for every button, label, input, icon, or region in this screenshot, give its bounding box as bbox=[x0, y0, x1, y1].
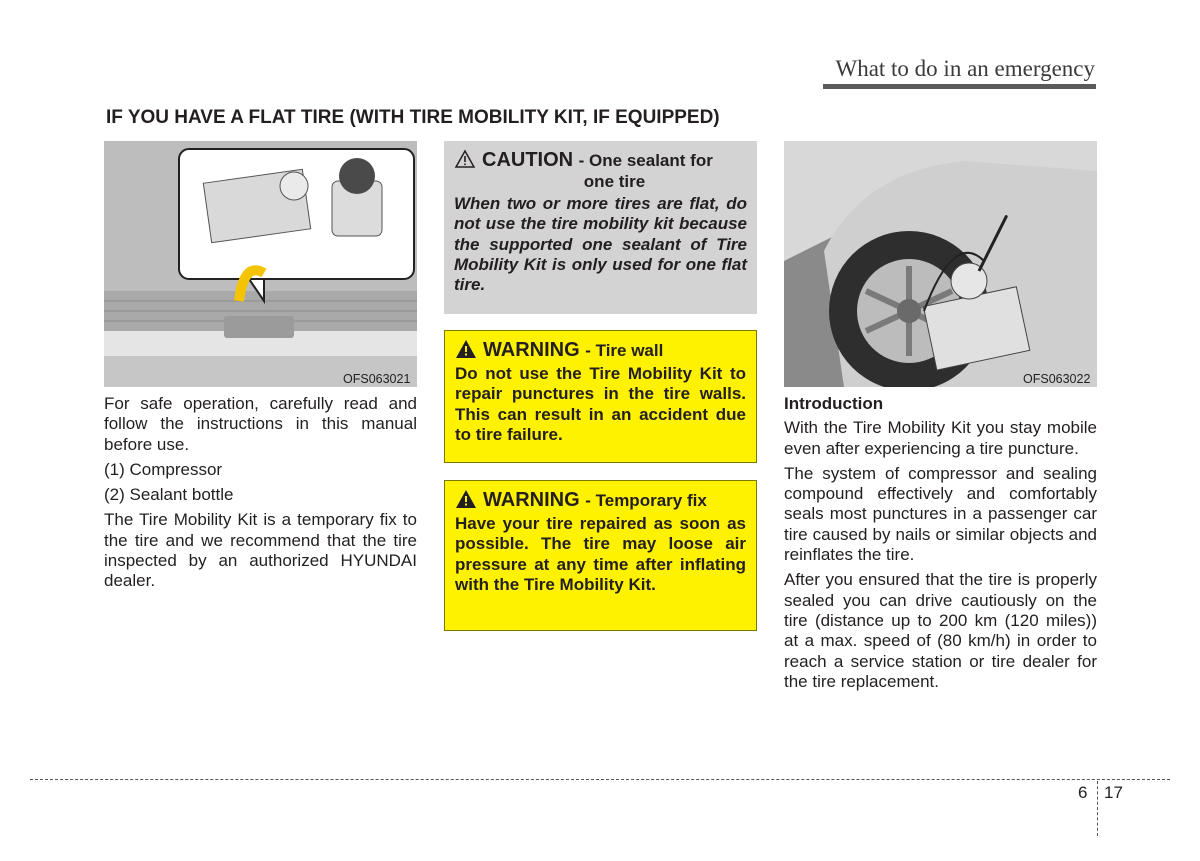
warning-title: - Tire wall bbox=[585, 341, 664, 360]
warning-box-tire-wall bbox=[444, 330, 757, 463]
driving-paragraph: After you ensured that the tire is properly sealed you can drive cautiously on the tire (distance up to 200 km (120 miles)) at a max. speed of (80 km/h) in order to reach a service station or tire dealer for the tire replacement. bbox=[784, 570, 1097, 691]
intro-paragraph: For safe operation, carefully read and follow the instructions in this manual before use. bbox=[104, 394, 417, 454]
right-text bbox=[784, 394, 1097, 697]
caution-box bbox=[444, 141, 757, 314]
item-compressor: (1) Compressor bbox=[104, 459, 223, 479]
caution-triangle-icon bbox=[454, 149, 476, 169]
warning-box-temporary-fix bbox=[444, 480, 757, 631]
footer-divider bbox=[30, 779, 1170, 780]
temporary-fix-paragraph: The Tire Mobility Kit is a temporary fix to the tire and we recommend that the tire inspected by an authorized HYUNDAI dealer. bbox=[104, 510, 417, 591]
introduction-heading: Introduction bbox=[784, 394, 884, 413]
page-number-divider bbox=[1097, 781, 1098, 836]
warning-label: WARNING bbox=[483, 489, 580, 511]
figure-code-left: OFS063021 bbox=[343, 372, 411, 386]
left-text bbox=[104, 394, 417, 597]
warning-triangle-icon bbox=[455, 489, 477, 509]
page-heading: IF YOU HAVE A FLAT TIRE (WITH TIRE MOBILITY KIT, IF EQUIPPED) bbox=[106, 107, 720, 128]
warning-text: Do not use the Tire Mobility Kit to repair punctures in the tire walls. This can result in an accident due to tire failure. bbox=[455, 364, 746, 444]
caution-label: CAUTION bbox=[482, 149, 574, 171]
caution-title-2: one tire bbox=[583, 172, 646, 191]
warning-text: Have your tire repaired as soon as possible. The tire may loose air pressure at any time after inflating with the Tire Mobility Kit. bbox=[455, 514, 746, 594]
warning-title: - Temporary fix bbox=[585, 491, 707, 510]
section-title-rule bbox=[823, 84, 1096, 89]
section-title: What to do in an emergency bbox=[835, 56, 1095, 81]
figure-code-right: OFS063022 bbox=[1023, 372, 1091, 386]
item-sealant-bottle: (2) Sealant bottle bbox=[104, 485, 234, 505]
warning-label: WARNING bbox=[483, 339, 580, 361]
system-paragraph: The system of compressor and sealing compound effectively and comfortably seals most punctures in a passenger car tire caused by nails or similar objects and reinflates the tire. bbox=[784, 463, 1097, 565]
page-number: 17 bbox=[1104, 783, 1123, 802]
caution-title-1: - One sealant for bbox=[578, 151, 713, 170]
warning-triangle-icon bbox=[455, 339, 477, 359]
chapter-number: 6 bbox=[1078, 783, 1088, 802]
intro-paragraph: With the Tire Mobility Kit you stay mobile even after experiencing a tire puncture. bbox=[784, 418, 1097, 458]
caution-text: When two or more tires are flat, do not use the tire mobility kit because the supported one sealant of Tire Mobility Kit is only used for one flat tire. bbox=[454, 194, 747, 295]
trunk-kit-illustration bbox=[104, 141, 417, 387]
car-tire-kit-illustration bbox=[784, 141, 1097, 387]
